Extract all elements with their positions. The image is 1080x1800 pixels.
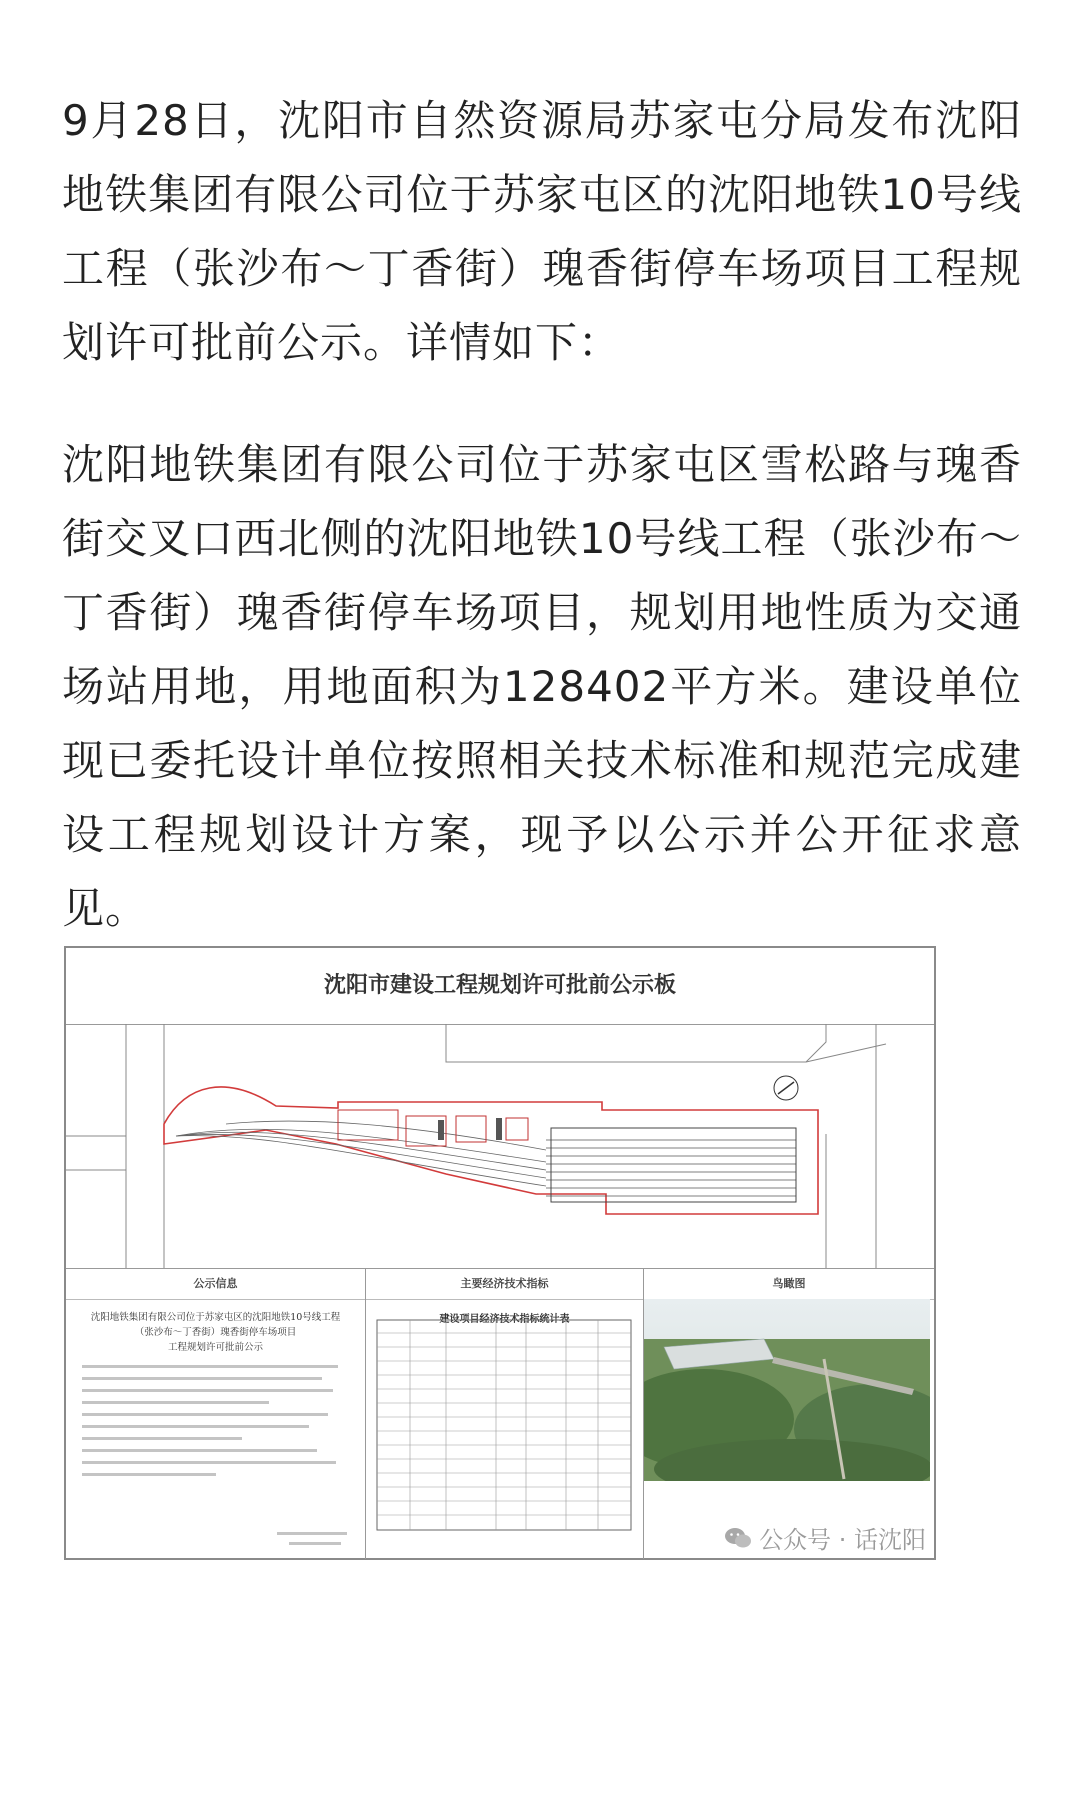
notice-title-line-3: 工程规划许可批前公示 <box>167 1342 263 1353</box>
article-paragraph-1: 9月28日，沈阳市自然资源局苏家屯分局发布沈阳地铁集团有限公司位于苏家屯区的沈阳地铁10号线工程（张沙布～丁香街）瑰香街停车场项目工程规划许可批前公示。详情如下： <box>62 96 1022 367</box>
notice-signature-line <box>277 1532 347 1535</box>
aerial-view-image <box>644 1299 930 1521</box>
aerial-panel <box>644 1269 934 1559</box>
wechat-icon <box>723 1526 753 1550</box>
article-paragraph-2: 沈阳地铁集团有限公司位于苏家屯区雪松路与瑰香街交叉口西北侧的沈阳地铁10号线工程（张沙布～丁香街）瑰香街停车场项目，规划用地性质为交通场站用地，用地面积为128402平方米。建设单位现已委托设计单位按照相关技术标准和规范完成建设工程规划设计方案，现予以公示并公开征求意见。 <box>62 440 1022 933</box>
watermark-text: 公众号 · 话沈阳 <box>759 1526 926 1554</box>
board-title: 沈阳市建设工程规划许可批前公示板 <box>66 948 934 1025</box>
site-plan-drawing <box>66 1024 934 1268</box>
aerial-panel-header: 鸟瞰图 <box>644 1269 934 1300</box>
watermark <box>723 1520 926 1555</box>
notice-title <box>66 1310 365 1355</box>
board-info-panels <box>66 1268 934 1559</box>
notice-panel-header: 公示信息 <box>66 1269 365 1300</box>
indicators-table-title: 建设项目经济技术指标统计表 <box>439 1314 570 1325</box>
notice-panel <box>66 1269 366 1559</box>
indicators-panel-header: 主要经济技术指标 <box>366 1269 643 1300</box>
indicators-panel <box>366 1269 644 1559</box>
notice-title-line-2: （张沙布～丁香街）瑰香街停车场项目 <box>134 1327 297 1338</box>
notice-date-line <box>289 1542 341 1545</box>
indicators-table <box>376 1319 632 1531</box>
notice-title-line-1: 沈阳地铁集团有限公司位于苏家屯区的沈阳地铁10号线工程 <box>90 1312 341 1323</box>
article-body <box>62 84 1022 946</box>
notice-body-text <box>66 1355 365 1495</box>
planning-notice-board-image[interactable] <box>64 946 936 1560</box>
